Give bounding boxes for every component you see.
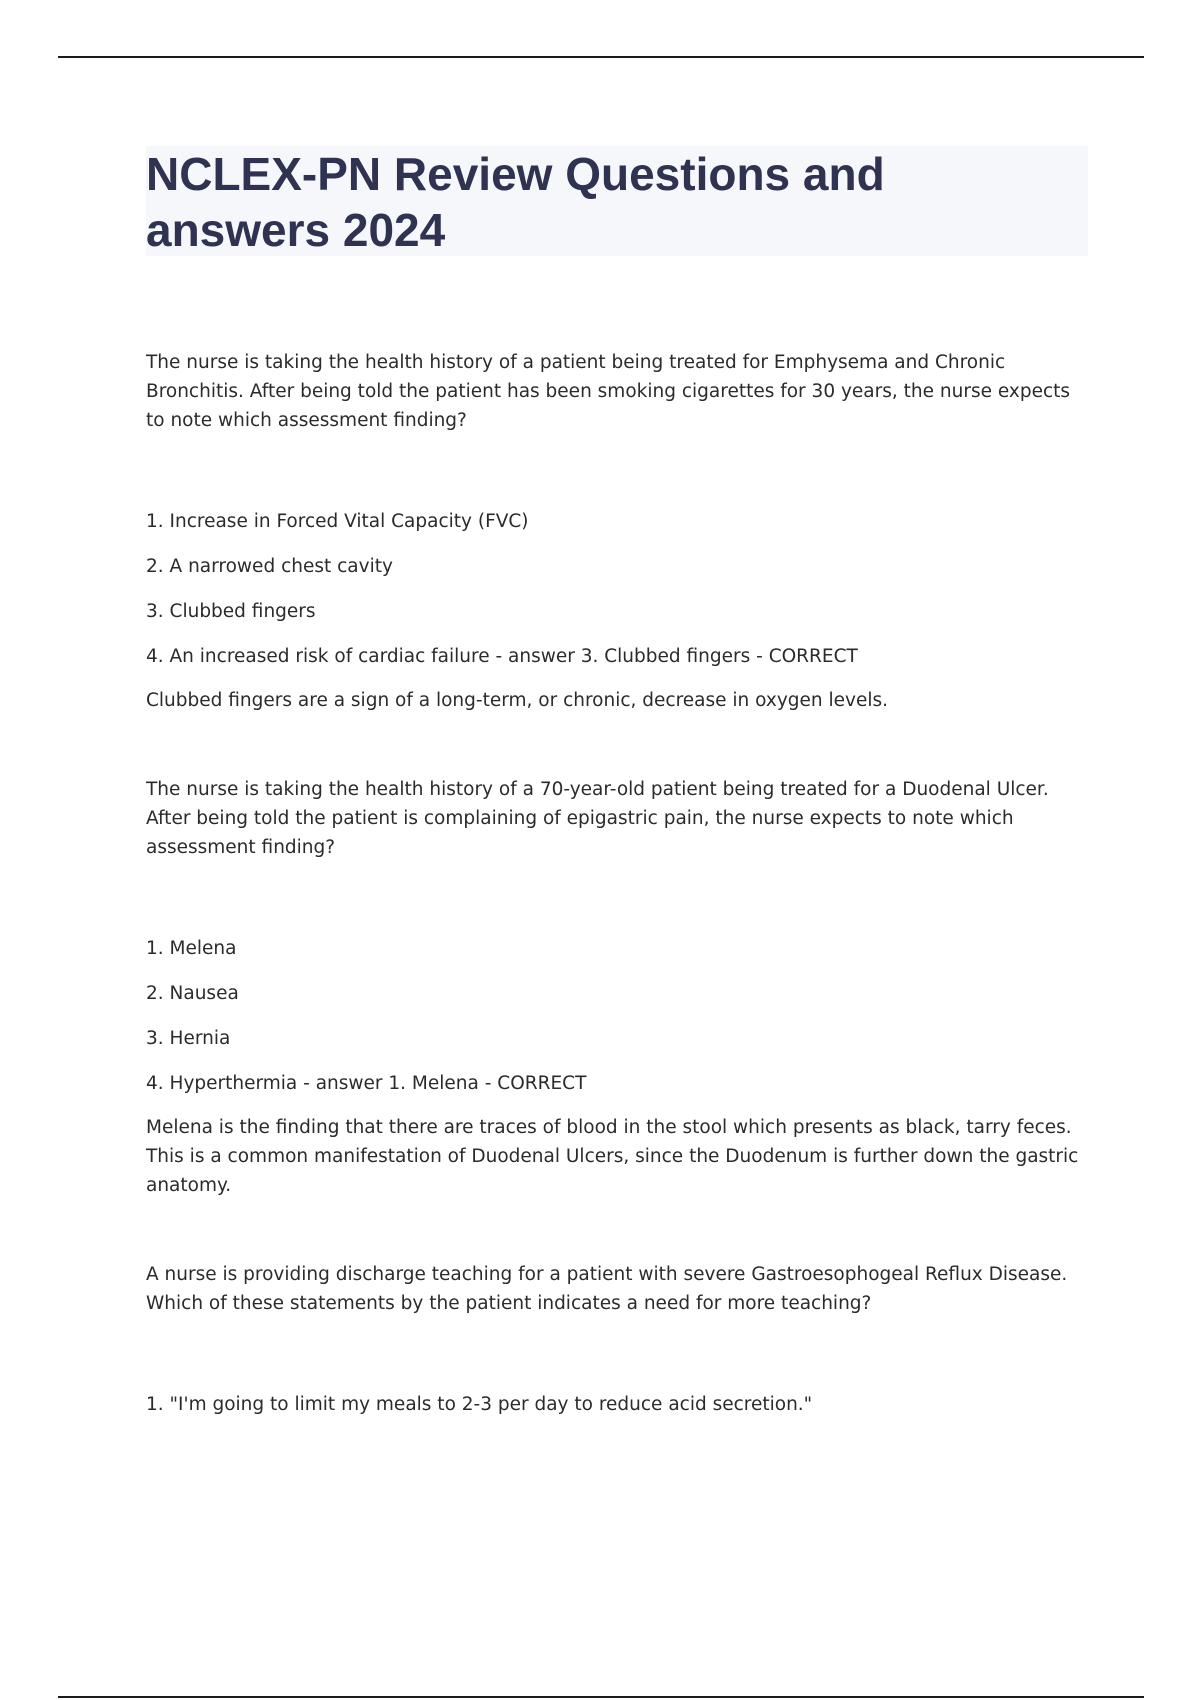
answer-rationale: Melena is the finding that there are traces of blood in the stool which presents as black, tarry feces. This is a common manifestation of Duodenal Ulcers, since the Duodenum is further down the gastric anatomy. [146, 1117, 1079, 1196]
question-stem: The nurse is taking the health history of a patient being treated for Emphysema and Chronic Bronchitis. After being told the patient has been smoking cigarettes for 30 years, the nurse expects to note which assessment finding? [146, 352, 1071, 431]
answer-option: 1. "I'm going to limit my meals to 2-3 per day to reduce acid secretion." [146, 1394, 813, 1415]
answer-option: 4. An increased risk of cardiac failure - answer 3. Clubbed fingers - CORRECT [146, 646, 858, 667]
answer-option: 1. Increase in Forced Vital Capacity (FVC) [146, 511, 529, 532]
answer-option: 3. Hernia [146, 1028, 231, 1049]
answer-option: 2. A narrowed chest cavity [146, 556, 393, 577]
bottom-rule [58, 1696, 1144, 1698]
question-block-2 [146, 775, 1086, 1200]
answer-options [146, 934, 1086, 1098]
answer-option: 3. Clubbed fingers [146, 601, 316, 622]
question-block-1 [146, 348, 1086, 715]
answer-rationale: Clubbed fingers are a sign of a long-term, or chronic, decrease in oxygen levels. [146, 690, 889, 711]
answer-option: 2. Nausea [146, 983, 239, 1004]
answer-option: 4. Hyperthermia - answer 1. Melena - CORRECT [146, 1073, 587, 1094]
question-stem: A nurse is providing discharge teaching for a patient with severe Gastroesophogeal Reflux Disease. Which of these statements by the patient indicates a need for more teaching? [146, 1264, 1068, 1314]
question-block-3 [146, 1260, 1086, 1419]
answer-options [146, 1390, 1086, 1419]
answer-options [146, 507, 1086, 671]
top-rule [58, 56, 1144, 58]
question-stem: The nurse is taking the health history of a 70-year-old patient being treated for a Duodenal Ulcer. After being told the patient is complaining of epigastric pain, the nurse expects to note which assessment finding? [146, 779, 1049, 858]
document-body [146, 348, 1086, 1435]
answer-option: 1. Melena [146, 938, 237, 959]
page-title: NCLEX-PN Review Questions and answers 2024 [146, 148, 885, 256]
